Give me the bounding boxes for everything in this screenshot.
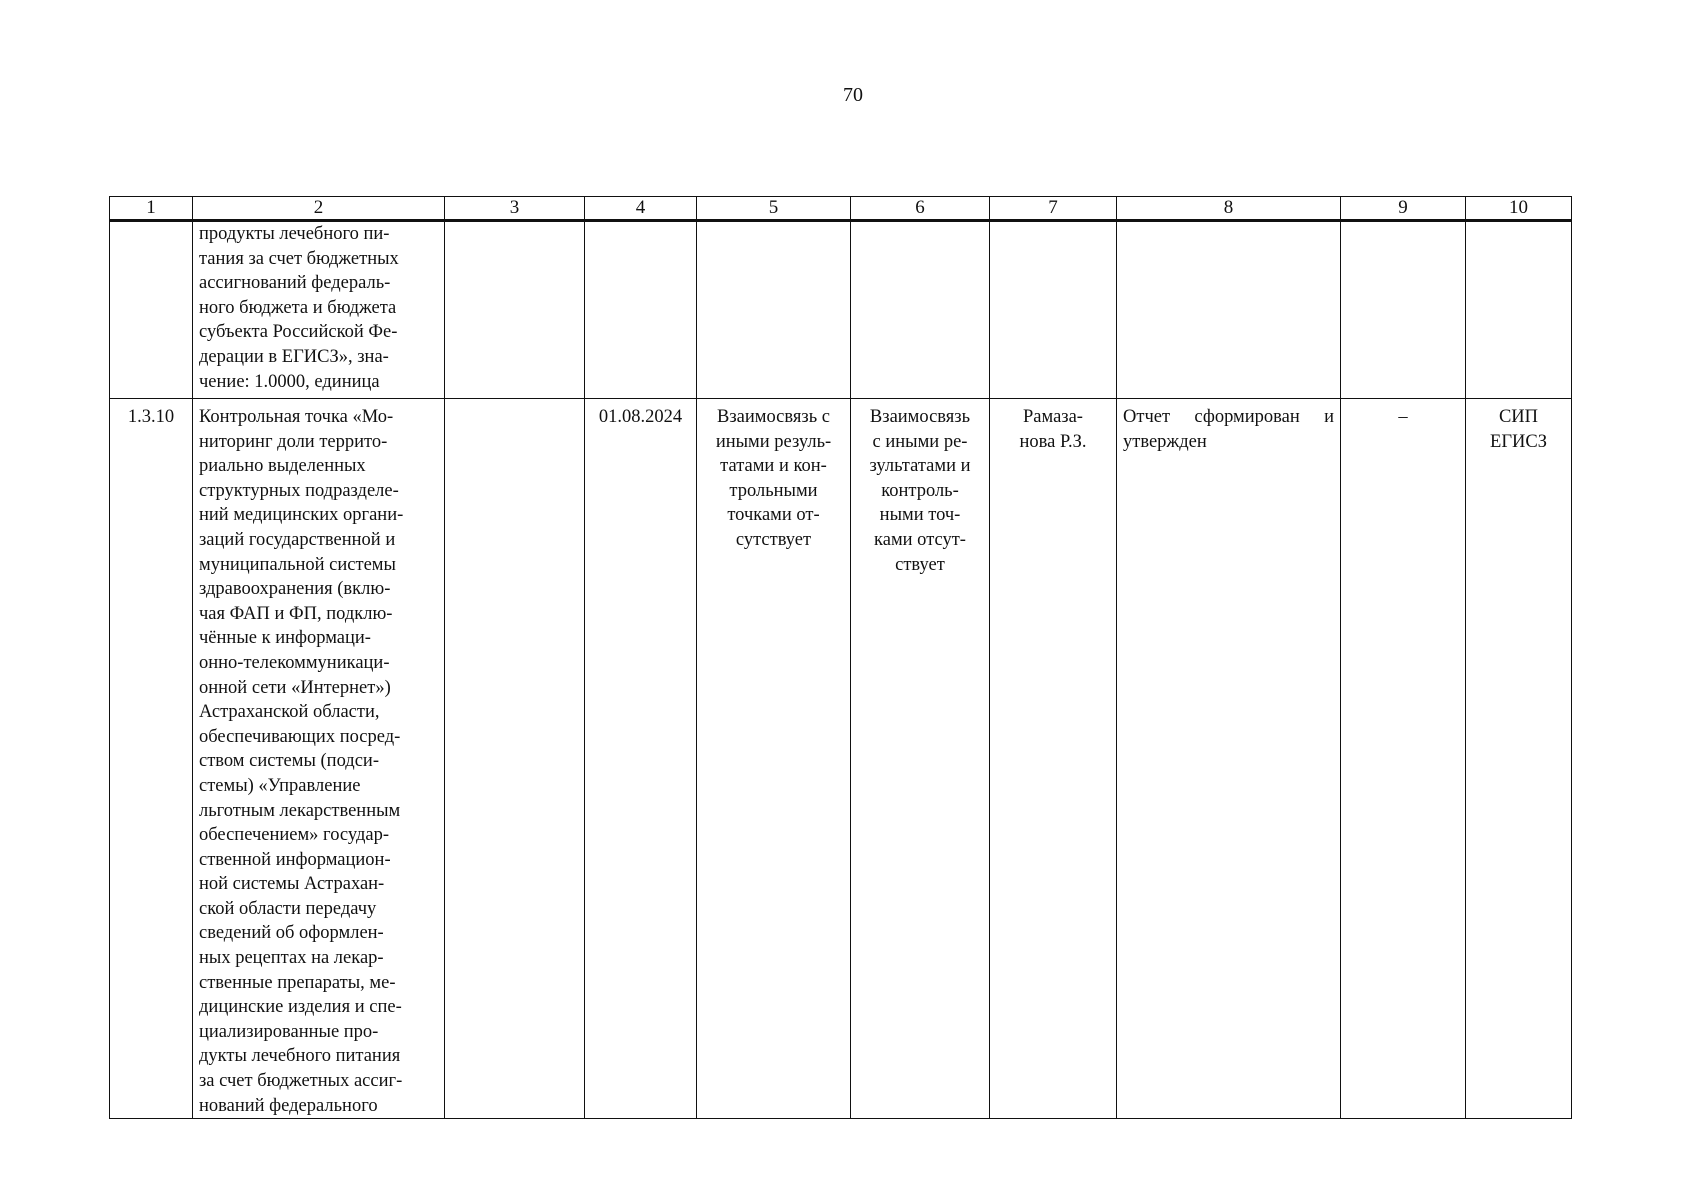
text-line: нова Р.З. [1019, 431, 1087, 452]
text-line: ками отсут- [874, 529, 966, 550]
text-line: Рамаза- [1023, 407, 1083, 427]
text-line: ний медицинских органи- [199, 505, 404, 526]
table-cell [445, 221, 585, 399]
column-header: 3 [445, 197, 585, 221]
information-system-cell [1466, 399, 1572, 1119]
column-header: 4 [585, 197, 697, 221]
relationship-cell [851, 399, 990, 1119]
text-line: точками от- [727, 505, 820, 526]
text-line: нований федерального [199, 1095, 378, 1116]
column-header: 5 [697, 197, 851, 221]
column-header: 10 [1466, 197, 1572, 221]
text-line: циализированные про- [199, 1021, 379, 1042]
text-line: ных рецептах на лекар- [199, 948, 384, 969]
column-header: 2 [193, 197, 445, 221]
table-cell [990, 221, 1117, 399]
text-line: сведений об оформлен- [199, 923, 384, 944]
text-line: структурных подразделе- [199, 480, 399, 501]
text-line: дицинские изделия и спе- [199, 997, 402, 1018]
event-description-cell [193, 221, 445, 399]
text-line: контроль- [881, 480, 959, 501]
text-line: чая ФАП и ФП, подклю- [199, 603, 393, 624]
text-line: здравоохранения (вклю- [199, 579, 391, 600]
column-header: 8 [1117, 197, 1341, 221]
text-line: с иными ре- [872, 431, 968, 452]
text-line: сутствует [735, 529, 812, 550]
result-cell: Отчет сформирован и утвержден [1117, 399, 1341, 1119]
text-line: ными точ- [879, 505, 961, 526]
plan-table [109, 196, 1572, 1119]
text-line: ствует [895, 554, 945, 575]
text-line: Взаимосвязь с [717, 407, 830, 427]
text-line: обеспечивающих посред- [199, 726, 401, 747]
text-line: ственной информацион- [199, 849, 391, 870]
table-row [110, 399, 1572, 1119]
text-line: заций государственной и [199, 529, 396, 550]
table-cell [1117, 221, 1341, 399]
text-line: продукты лечебного пи- [199, 224, 390, 244]
text-line: муниципальной системы [199, 554, 396, 575]
text-line: тания за счет бюджетных [199, 248, 399, 269]
text-line: онно-телекоммуникаци- [199, 652, 390, 673]
table-cell [585, 221, 697, 399]
text-line: ской области передачу [199, 898, 377, 919]
deadline-cell: 01.08.2024 [585, 399, 697, 1119]
text-line: риально выделенных [199, 456, 366, 477]
text-line: чённые к информаци- [199, 628, 371, 649]
text-line: ниторинг доли террито- [199, 431, 388, 452]
column-number-row [110, 197, 1572, 221]
column-header: 1 [110, 197, 193, 221]
text-line: ной системы Астрахан- [199, 874, 385, 895]
table-cell [851, 221, 990, 399]
text-line: субъекта Российской Фе- [199, 322, 398, 343]
text-line: Взаимосвязь [869, 407, 971, 427]
text-line: ЕГИСЗ [1490, 431, 1547, 452]
text-line: стемы) «Управление [199, 775, 361, 796]
column-header: 7 [990, 197, 1117, 221]
text-line: ного бюджета и бюджета [199, 297, 397, 318]
text-line: зультатами и [869, 456, 971, 477]
text-line: ственные препараты, ме- [199, 972, 396, 993]
table-cell [445, 399, 585, 1119]
responsible-cell [990, 399, 1117, 1119]
text-line: трольными [729, 480, 818, 501]
relationship-cell [697, 399, 851, 1119]
column-header: 6 [851, 197, 990, 221]
table-cell [697, 221, 851, 399]
text-line: СИП [1498, 407, 1539, 427]
dash-cell: – [1341, 399, 1466, 1119]
table-cell [1341, 221, 1466, 399]
row-number-cell: 1.3.10 [110, 399, 193, 1119]
text-line: дерации в ЕГИСЗ», зна- [199, 346, 389, 367]
table-row [110, 221, 1572, 399]
text-line: Астраханской области, [199, 702, 380, 723]
text-line: Контрольная точка «Мо- [199, 407, 394, 427]
text-line: дукты лечебного питания [199, 1046, 401, 1067]
page-number: 70 [843, 84, 863, 106]
text-line: льготным лекарственным [199, 800, 401, 821]
row-number-cell [110, 221, 193, 399]
text-line: чение: 1.0000, единица [199, 371, 380, 392]
column-header: 9 [1341, 197, 1466, 221]
text-line: за счет бюджетных ассиг- [199, 1071, 403, 1092]
text-line: обеспечением» государ- [199, 825, 389, 846]
text-line: ассигнований федераль- [199, 273, 391, 294]
text-line: иными резуль- [715, 431, 832, 452]
event-description-cell [193, 399, 445, 1119]
text-line: татами и кон- [720, 456, 827, 477]
table-cell [1466, 221, 1572, 399]
text-line: онной сети «Интернет») [199, 677, 391, 698]
text-line: ством системы (подси- [199, 751, 379, 772]
